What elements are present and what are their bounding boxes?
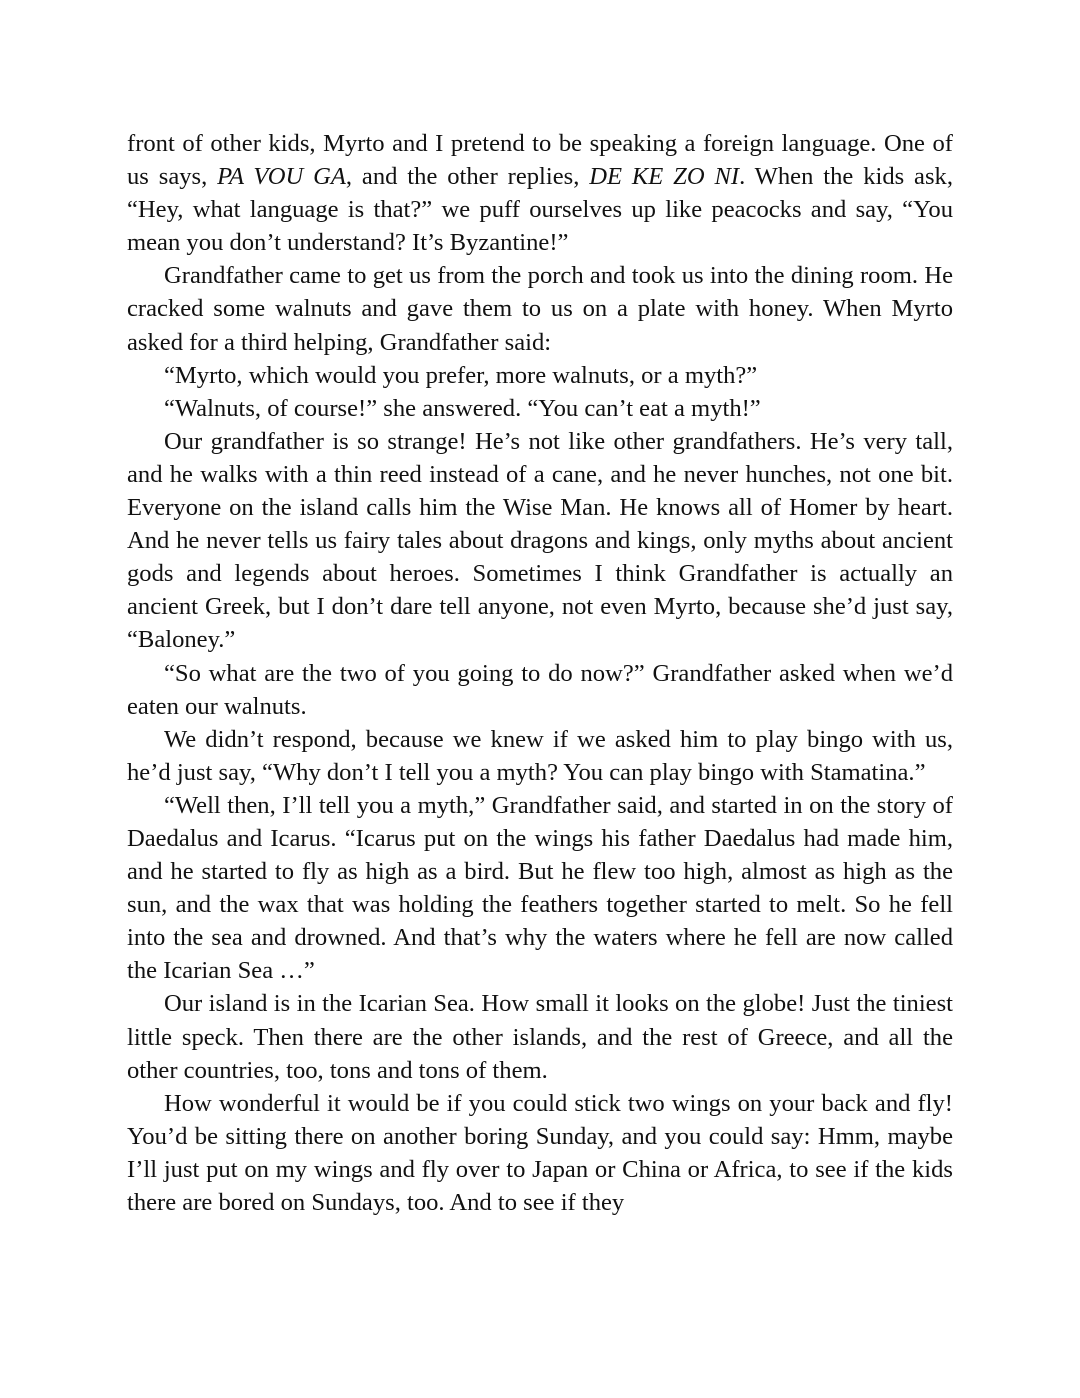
paragraph-dialogue-answer: “Walnuts, of course!” she answered. “You can’t eat a myth!” [164, 394, 761, 422]
italic-phrase: PA VOU GA [217, 163, 346, 191]
paragraph-dialogue-question: “Myrto, which would you prefer, more walnuts, or a myth?” [164, 361, 758, 389]
paragraph-text: , and the other replies, [345, 163, 590, 191]
paragraph-text: front of other kids, Myrto and I pretend to be speaking a foreign language. One of us says, [127, 130, 953, 191]
paragraph-wings: How wonderful it would be if you could stick two wings on your back and fly! You’d be sitting there on another boring Sunday, and you could say: Hmm, maybe I’ll just put on my wings and fly over to Japan or China or Africa, to see if the kids there are bored on Sundays, too. And to see if they [127, 1089, 953, 1216]
paragraph-bingo: We didn’t respond, because we knew if we asked him to play bingo with us, he’d just say, “Why don’t I tell you a myth? You can play bingo with Stamatina.” [127, 725, 953, 786]
italic-phrase: DE KE ZO NI [589, 163, 740, 191]
paragraph-icarus-myth: “Well then, I’ll tell you a myth,” Grandfather said, and started in on the story of Daedalus and Icarus. “Icarus put on the wings his father Daedalus had made him, and he started to fly as high as a bird. But he flew too high, almost as high as the sun, and the wax that was holding the feathers together started to melt. So he fell into the sea and drowned. And that’s why the waters where he fell are now called the Icarian Sea …” [127, 791, 953, 985]
paragraph-grandfather-description: Our grandfather is so strange! He’s not like other grandfathers. He’s very tall, and he walks with a thin reed instead of a cane, and he never hunches, not one bit. Everyone on the island calls him the Wise Man. He knows all of Homer by heart. And he never tells us fairy tales about dragons and kings, only myths about ancient gods and legends about heroes. Sometimes I think Grandfather is actually an ancient Greek, but I don’t dare tell anyone, not even Myrto, because she’d just say, “Baloney.” [127, 427, 953, 654]
book-page [127, 127, 953, 1219]
paragraph-island: Our island is in the Icarian Sea. How small it looks on the globe! Just the tiniest little speck. Then there are the other islands, and the rest of Greece, and all the other countries, too, tons and tons of them. [127, 990, 953, 1084]
paragraph-dining-room: Grandfather came to get us from the porch and took us into the dining room. He cracked some walnuts and gave them to us on a plate with honey. When Myrto asked for a third helping, Grandfather said: [127, 262, 953, 356]
paragraph-text: . When the kids ask, “Hey, what language is that?” we puff ourselves up like peacocks and say, “You mean you don’t understand? It’s Byzantine!” [127, 163, 953, 257]
paragraph-what-now: “So what are the two of you going to do now?” Grandfather asked when we’d eaten our walnuts. [127, 659, 953, 720]
paragraph-foreign-language [127, 127, 953, 259]
